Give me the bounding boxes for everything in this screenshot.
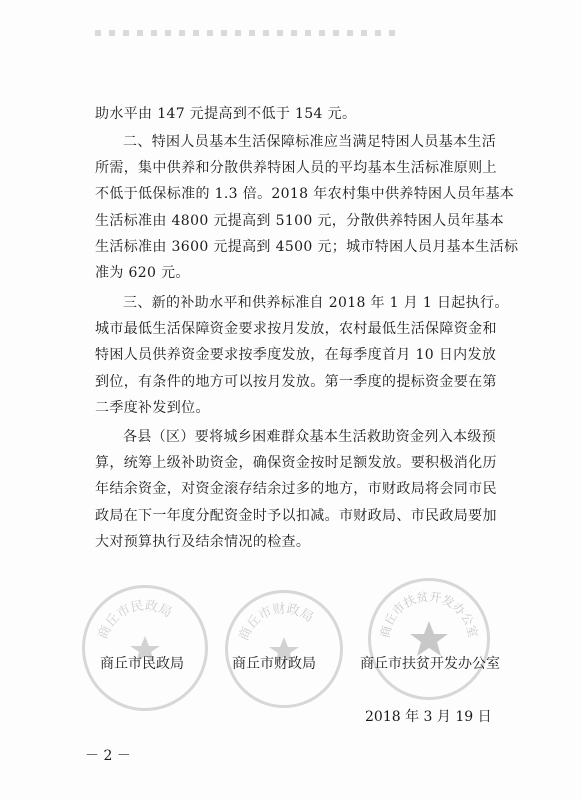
scan-artifact-top: [95, 30, 395, 36]
text-line: 所需，集中供养和分散供养特困人员的平均基本生活标准原则上: [95, 160, 497, 177]
text-line: 到位，有条件的地方可以按月发放。第一季度的提标资金要在第: [95, 373, 497, 390]
page-number: － 2 －: [85, 748, 131, 764]
text-line: 生活标准由 4800 元提高到 5100 元，分散供养特困人员年基本: [95, 212, 504, 229]
signature-finance: 商丘市财政局: [232, 656, 316, 672]
paragraph-2: [95, 129, 535, 286]
text-line: 准为 620 元。: [95, 265, 190, 282]
signature-civil-affairs: 商丘市民政局: [100, 656, 184, 672]
text-line: 特困人员供养资金要求按季度发放，在每季度首月 10 日内发放: [95, 347, 497, 364]
text-line: 年结余资金，对资金滚存结余过多的地方，市财政局将会同市民: [95, 481, 497, 498]
text-line: 助水平由 147 元提高到不低于 154 元。: [95, 106, 357, 122]
text-line: 二、特困人员基本生活保障标准应当满足特困人员基本生活: [123, 134, 497, 150]
civil-affairs-seal: [82, 585, 208, 711]
seal-lettering: 商丘市财政局: [236, 601, 316, 644]
seal-star-icon: [371, 581, 487, 697]
paragraph-1: [95, 101, 535, 127]
text-line: 生活标准由 3600 元提高到 4500 元；城市特困人员月基本生活标: [95, 238, 519, 255]
text-line: 算，统筹上级补助资金，确保资金按时足额发放。要积极消化历: [95, 455, 497, 472]
seal-star-icon: [228, 593, 340, 705]
text-line: 政局在下一年度分配资金时予以扣减。市财政局、市民政局要加: [95, 507, 497, 524]
seal-lettering: 商丘市扶贫开发办公室: [377, 589, 481, 640]
text-line: 不低于低保标准的 1.3 倍。2018 年农村集中供养特困人员年基本: [95, 186, 515, 203]
seal-star-icon: [85, 588, 205, 708]
poverty-office-seal: [368, 578, 490, 700]
text-line: 城市最低生活保障资金要求按月发放，农村最低生活保障资金和: [95, 321, 497, 338]
text-line: 大对预算执行及结余情况的检查。: [95, 533, 311, 550]
paragraph-4: [95, 424, 535, 555]
document-date: 2018 年 3 月 19 日: [365, 709, 492, 725]
signature-poverty-office: 商丘市扶贫开发办公室: [360, 656, 500, 672]
text-line: 三、新的补助水平和供养标准自 2018 年 1 月 1 日起执行。: [123, 295, 509, 311]
text-line: 二季度补发到位。: [95, 399, 210, 416]
paragraph-3: [95, 290, 535, 421]
finance-bureau-seal: [225, 590, 343, 708]
seal-lettering: 商丘市民政局: [95, 598, 174, 642]
text-line: 各县（区）要将城乡困难群众基本生活救助资金列入本级预: [123, 429, 497, 445]
